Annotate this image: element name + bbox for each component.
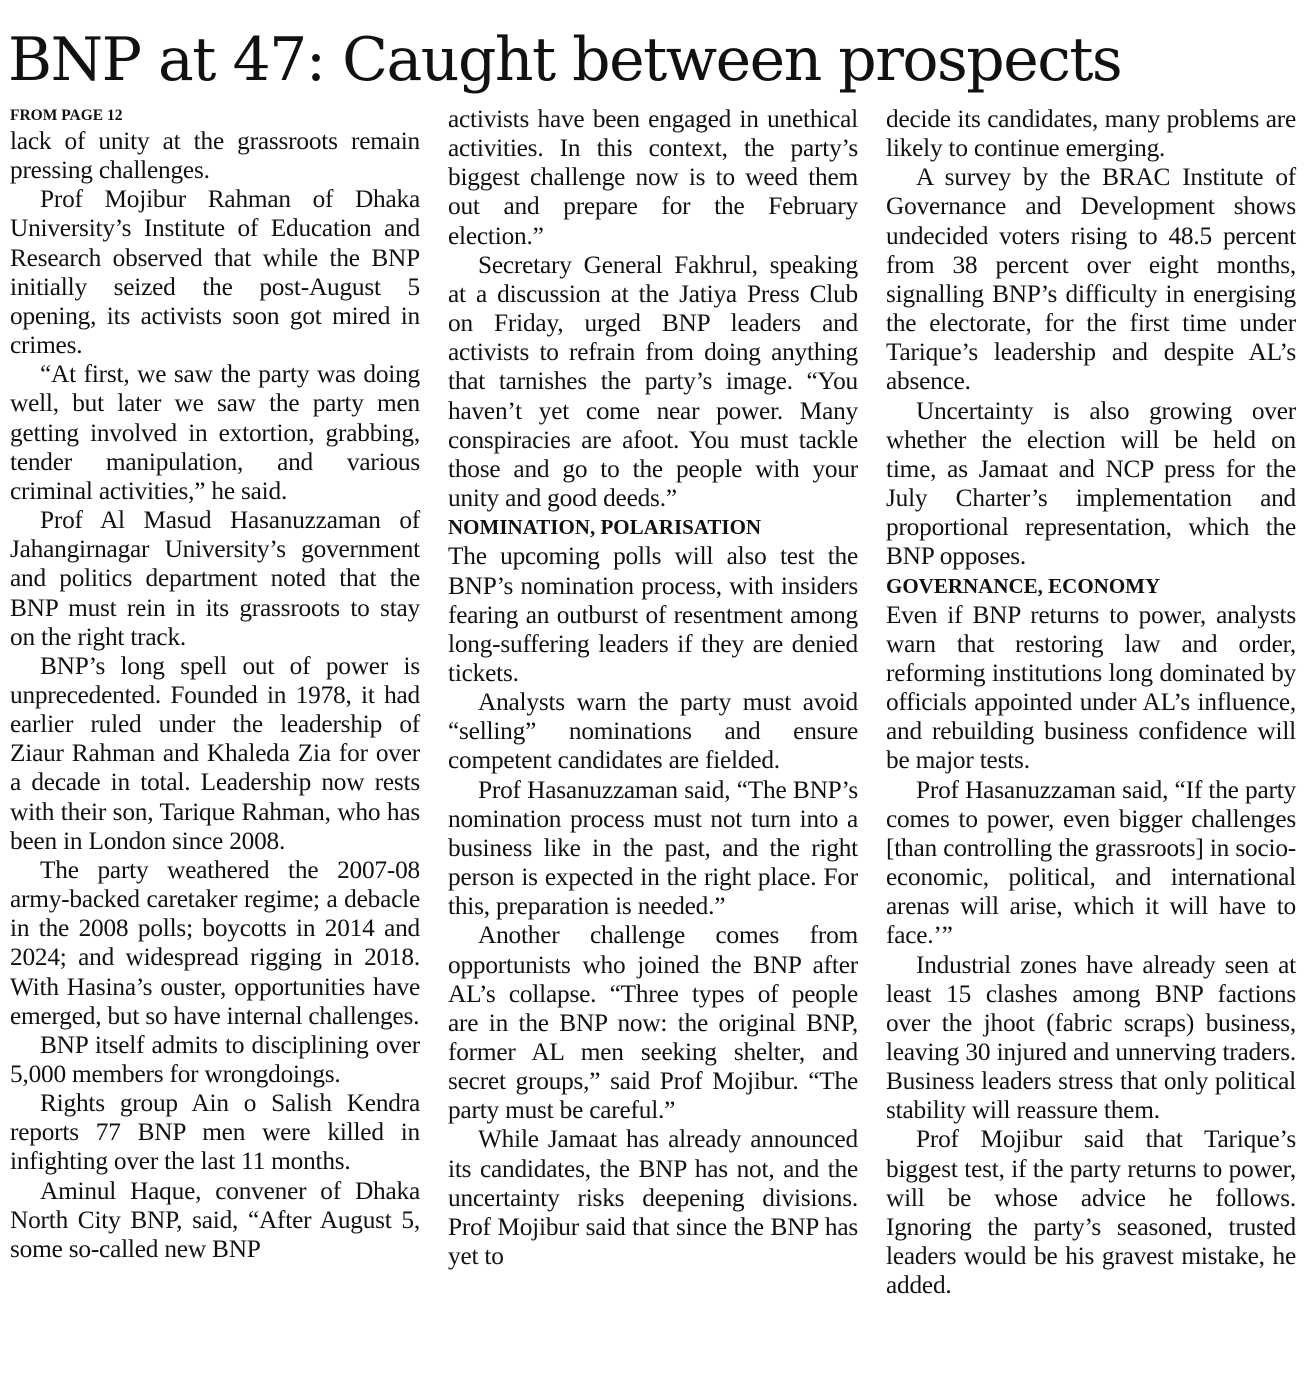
paragraph: The upcoming polls will also test the BNP’s nomination process, with insiders fearing an outburst of resentment among long-suffering leaders if they are denied tickets. (448, 542, 858, 687)
paragraph: lack of unity at the grassroots remain pressing challenges. (10, 127, 420, 185)
paragraph: Prof Al Masud Hasanuzzaman of Jahangirnagar University’s government and politics department noted that the BNP must rein in its grassroots to stay on the right track. (10, 506, 420, 651)
paragraph: “At first, we saw the party was doing well, but later we saw the party men getting involved in extortion, grabbing, tender manipulation, and various criminal activities,” he said. (10, 360, 420, 505)
paragraph: decide its candidates, many problems are likely to continue emerging. (886, 105, 1296, 163)
paragraph: Uncertainty is also growing over whether the election will be held on time, as Jamaat and NCP press for the July Charter’s implementation and proportional representation, which the BNP opposes. (886, 396, 1296, 571)
paragraph: Prof Mojibur Rahman of Dhaka University’s Institute of Education and Research observed that while the BNP initially seized the post-August 5 opening, its activists soon got mired in crimes. (10, 185, 420, 360)
paragraph: Prof Mojibur said that Tarique’s biggest test, if the party returns to power, will be whose advice he follows. Ignoring the party’s seasoned, trusted leaders would be his gravest mistake, he added. (886, 1125, 1296, 1300)
paragraph: Secretary General Fakhrul, speaking at a discussion at the Jatiya Press Club on Friday, urged BNP leaders and activists to refrain from doing anything that tarnishes the party’s image. “You haven’t yet come near power. Many conspiracies are afoot. You must tackle those and go to the people with your unity and good deeds.” (448, 250, 858, 513)
paragraph: While Jamaat has already announced its candidates, the BNP has not, and the uncertainty risks deepening divisions. Prof Mojibur said that since the BNP has yet to (448, 1125, 858, 1271)
column-3 (886, 105, 1296, 1300)
paragraph: Aminul Haque, convener of Dhaka North City BNP, said, “After August 5, some so-called new BNP (10, 1176, 420, 1263)
column-1 (10, 105, 420, 1264)
paragraph: Analysts warn the party must avoid “selling” nominations and ensure competent candidates are fielded. (448, 688, 858, 775)
paragraph: Another challenge comes from opportunists who joined the BNP after AL’s collapse. “Three types of people are in the BNP now: the original BNP, former AL men seeking shelter, and secret groups,” said Prof Mojibur. “The party must be careful.” (448, 921, 858, 1125)
jump-label: FROM PAGE 12 (10, 107, 123, 124)
paragraph: BNP itself admits to disciplining over 5,000 members for wrongdoings. (10, 1030, 420, 1088)
paragraph: Even if BNP returns to power, analysts warn that restoring law and order, reforming institutions long dominated by officials appointed under AL’s influence, and rebuilding business confidence will be major tests. (886, 600, 1296, 775)
paragraph: Prof Hasanuzzaman said, “The BNP’s nomination process must not turn into a business like in the past, and the right person is expected in the right place. For this, preparation is needed.” (448, 775, 858, 921)
column-2 (448, 105, 858, 1271)
paragraph: Rights group Ain o Salish Kendra reports 77 BNP men were killed in infighting over the last 11 months. (10, 1089, 420, 1176)
subheading-governance: GOVERNANCE, ECONOMY (886, 573, 1161, 598)
paragraph: activists have been engaged in unethical activities. In this context, the party’s biggest challenge now is to weed them out and prepare for the February election.” (448, 105, 858, 250)
paragraph: Industrial zones have already seen at least 15 clashes among BNP factions over the jhoot (fabric scraps) business, leaving 30 injured and unnerving traders. Business leaders stress that only political stability will reassure them. (886, 950, 1296, 1125)
paragraph: A survey by the BRAC Institute of Governance and Development shows undecided voters rising to 48.5 percent from 38 percent over eight months, signalling BNP’s difficulty in energising the electorate, for the first time under Tarique’s leadership and despite AL’s absence. (886, 163, 1296, 396)
paragraph: BNP’s long spell out of power is unprecedented. Founded in 1978, it had earlier ruled under the leadership of Ziaur Rahman and Khaleda Zia for over a decade in total. Leadership now rests with their son, Tarique Rahman, who has been in London since 2008. (10, 651, 420, 855)
paragraph: Prof Hasanuzzaman said, “If the party comes to power, even bigger challenges [than controlling the grassroots] in socio-economic, political, and international arenas will arise, which it will have to face.’” (886, 775, 1296, 950)
paragraph: The party weathered the 2007-08 army-backed caretaker regime; a debacle in the 2008 polls; boycotts in 2014 and 2024; and widespread rigging in 2018. With Hasina’s ouster, opportunities have emerged, but so have internal challenges. (10, 855, 420, 1030)
subheading-nomination: NOMINATION, POLARISATION (448, 515, 762, 540)
headline: BNP at 47: Caught between prospects (8, 25, 1122, 95)
